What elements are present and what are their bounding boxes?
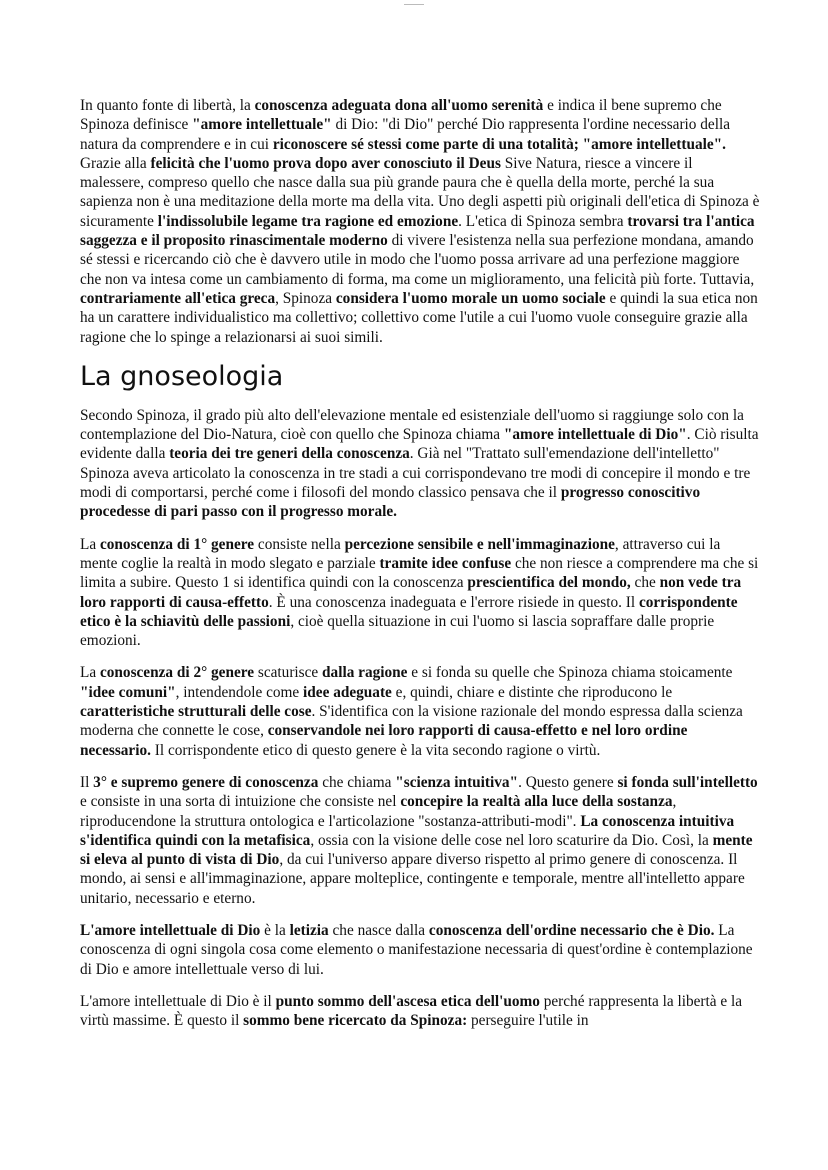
paragraph-tre-generi: Secondo Spinoza, il grado più alto dell'elevazione mentale ed esistenziale dell'uomo si raggiunge solo con la contemplazione del Dio-Natura, cioè con quello che Spinoza chiama "amore intellettuale di Dio". Ciò risulta evidente dalla teoria dei tre generi della conoscenza. Già nel "Trattato sull'emendazione dell'intelletto" Spinoza aveva articolato la conoscenza in tre stadi a cui corrispondevano tre modi di concepire il mondo e tre modi di comportarsi, perché come i filosofi del mondo classico pensava che il progresso conoscitivo procedesse di pari passo con il progresso morale.: [80, 406, 759, 521]
paragraph-sommo-bene: L'amore intellettuale di Dio è il punto sommo dell'ascesa etica dell'uomo perché rappresenta la libertà e la virtù massime. È questo il sommo bene ricercato da Spinoza: perseguire l'utile in: [80, 992, 743, 1030]
paragraph-amore-intellettuale: L'amore intellettuale di Dio è la letizia che nasce dalla conoscenza dell'ordine necessario che è Dio. La conoscenza di ogni singola cosa come elemento o manifestazione necessaria di quest'ordine è contemplazione di Dio e amore intellettuale verso di lui.: [80, 921, 753, 978]
header-mark: [404, 4, 424, 5]
paragraph-terzo-genere: Il 3° e supremo genere di conoscenza che chiama "scienza intuitiva". Questo genere si fonda sull'intelletto e consiste in una sorta di intuizione che consiste nel concepire la realtà alla luce della sostanza, riproducendone la struttura ontologica e l'articolazione "sostanza-attributi-modi". La conoscenza intuitiva s'identifica quindi con la metafisica, ossia con la visione delle cose nel loro scaturire da Dio. Così, la mente si eleva al punto di vista di Dio, da cui l'universo appare diverso rispetto al primo genere di conoscenza. Il mondo, ai sensi e all'immaginazione, appare molteplice, contingente e temporale, mentre all'intelletto appare unitario, necessario e eterno.: [80, 773, 758, 907]
section-heading: La gnoseologia: [80, 360, 284, 392]
intro-paragraph: In quanto fonte di libertà, la conoscenza adeguata dona all'uomo serenità e indica il bene supremo che Spinoza definisce "amore intellettuale" di Dio: "di Dio" perché Dio rappresenta l'ordine necessario della natura da comprendere e in cui riconoscere sé stessi come parte di una totalità; "amore intellettuale". Grazie alla felicità che l'uomo prova dopo aver conosciuto il Deus Sive Natura, riesce a vincere il malessere, compreso quello che nasce dalla sua più grande paura che è quella della morte, perché la sua sapienza non è una meditazione della morte ma della vita. Uno degli aspetti più originali dell'etica di Spinoza è sicuramente l'indissolubile legame tra ragione ed emozione. L'etica di Spinoza sembra trovarsi tra l'antica saggezza e il proposito rinascimentale moderno di vivere l'esistenza nella sua perfezione mondana, amando sé stessi e ricercando ciò che è davvero utile in modo che l'uomo possa arrivare ad una perfezione maggiore che non va intesa come un cambiamento di forma, ma come un miglioramento, una felicità più forte. Tuttavia, contrariamente all'etica greca, Spinoza considera l'uomo morale un uomo sociale e quindi la sua etica non ha un carattere individualistico ma collettivo; collettivo come l'utile a cui l'uomo vuole conseguire grazie alla ragione che lo spinge a relazionarsi ai suoi simili.: [80, 97, 760, 346]
document-page: [80, 96, 760, 1043]
paragraph-primo-genere: La conoscenza di 1° genere consiste nella percezione sensibile e nell'immaginazione, attraverso cui la mente coglie la realtà in modo slegato e parziale tramite idee confuse che non riesce a comprendere ma che si limita a subire. Questo 1 si identifica quindi con la conoscenza prescientifica del mondo, che non vede tra loro rapporti di causa-effetto. È una conoscenza inadeguata e l'errore risiede in questo. Il corrispondente etico è la schiavitù delle passioni, cioè quella situazione in cui l'uomo si lascia sopraffare dalle proprie emozioni.: [80, 535, 759, 650]
paragraph-secondo-genere: La conoscenza di 2° genere scaturisce dalla ragione e si fonda su quelle che Spinoza chiama stoicamente "idee comuni", intendendole come idee adeguate e, quindi, chiare e distinte che riproducono le caratteristiche strutturali delle cose. S'identifica con la visione razionale del mondo espressa dalla scienza moderna che connette le cose, conservandole nei loro rapporti di causa-effetto e nel loro ordine necessario. Il corrispondente etico di questo genere è la vita secondo ragione o virtù.: [80, 664, 743, 759]
